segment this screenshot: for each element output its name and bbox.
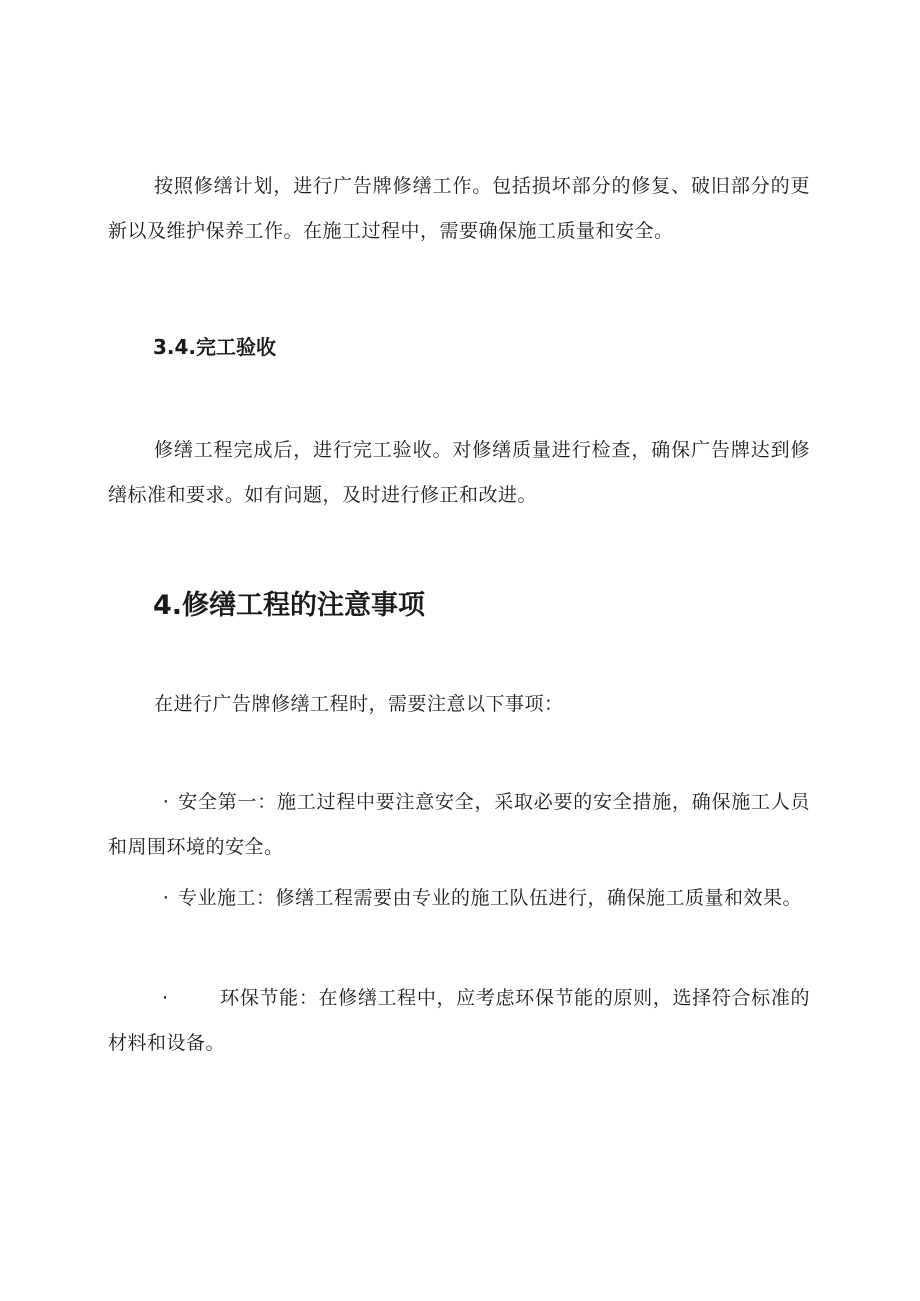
bullet-icon: · (162, 887, 170, 909)
list-item-text: 安全第一：施工过程中要注意安全，采取必要的安全措施，确保施工人员和周围环境的安全。 (108, 791, 810, 858)
bullet-icon: · (162, 987, 169, 1009)
list-item (108, 780, 810, 870)
construction-paragraph: 按照修缮计划，进行广告牌修缮工作。包括损坏部分的修复、破旧部分的更新以及维护保养工作。在施工过程中，需要确保施工质量和安全。 (108, 175, 810, 242)
bullet-icon: · (162, 791, 170, 813)
list-item (108, 976, 810, 1066)
precautions-intro: 在进行广告牌修缮工程时，需要注意以下事项： (154, 693, 564, 715)
section-heading-completion-acceptance: 3.4.完工验收 (153, 335, 277, 359)
section-heading-precautions: 4.修缮工程的注意事项 (153, 590, 426, 621)
list-item (108, 876, 810, 921)
acceptance-paragraph: 修缮工程完成后，进行完工验收。对修缮质量进行检查，确保广告牌达到修缮标准和要求。如有问题，及时进行修正和改进。 (108, 439, 810, 506)
list-item-text: 专业施工：修缮工程需要由专业的施工队伍进行，确保施工质量和效果。 (178, 887, 803, 909)
list-item-text: 环保节能：在修缮工程中，应考虑环保节能的原则，选择符合标准的材料和设备。 (108, 987, 810, 1054)
